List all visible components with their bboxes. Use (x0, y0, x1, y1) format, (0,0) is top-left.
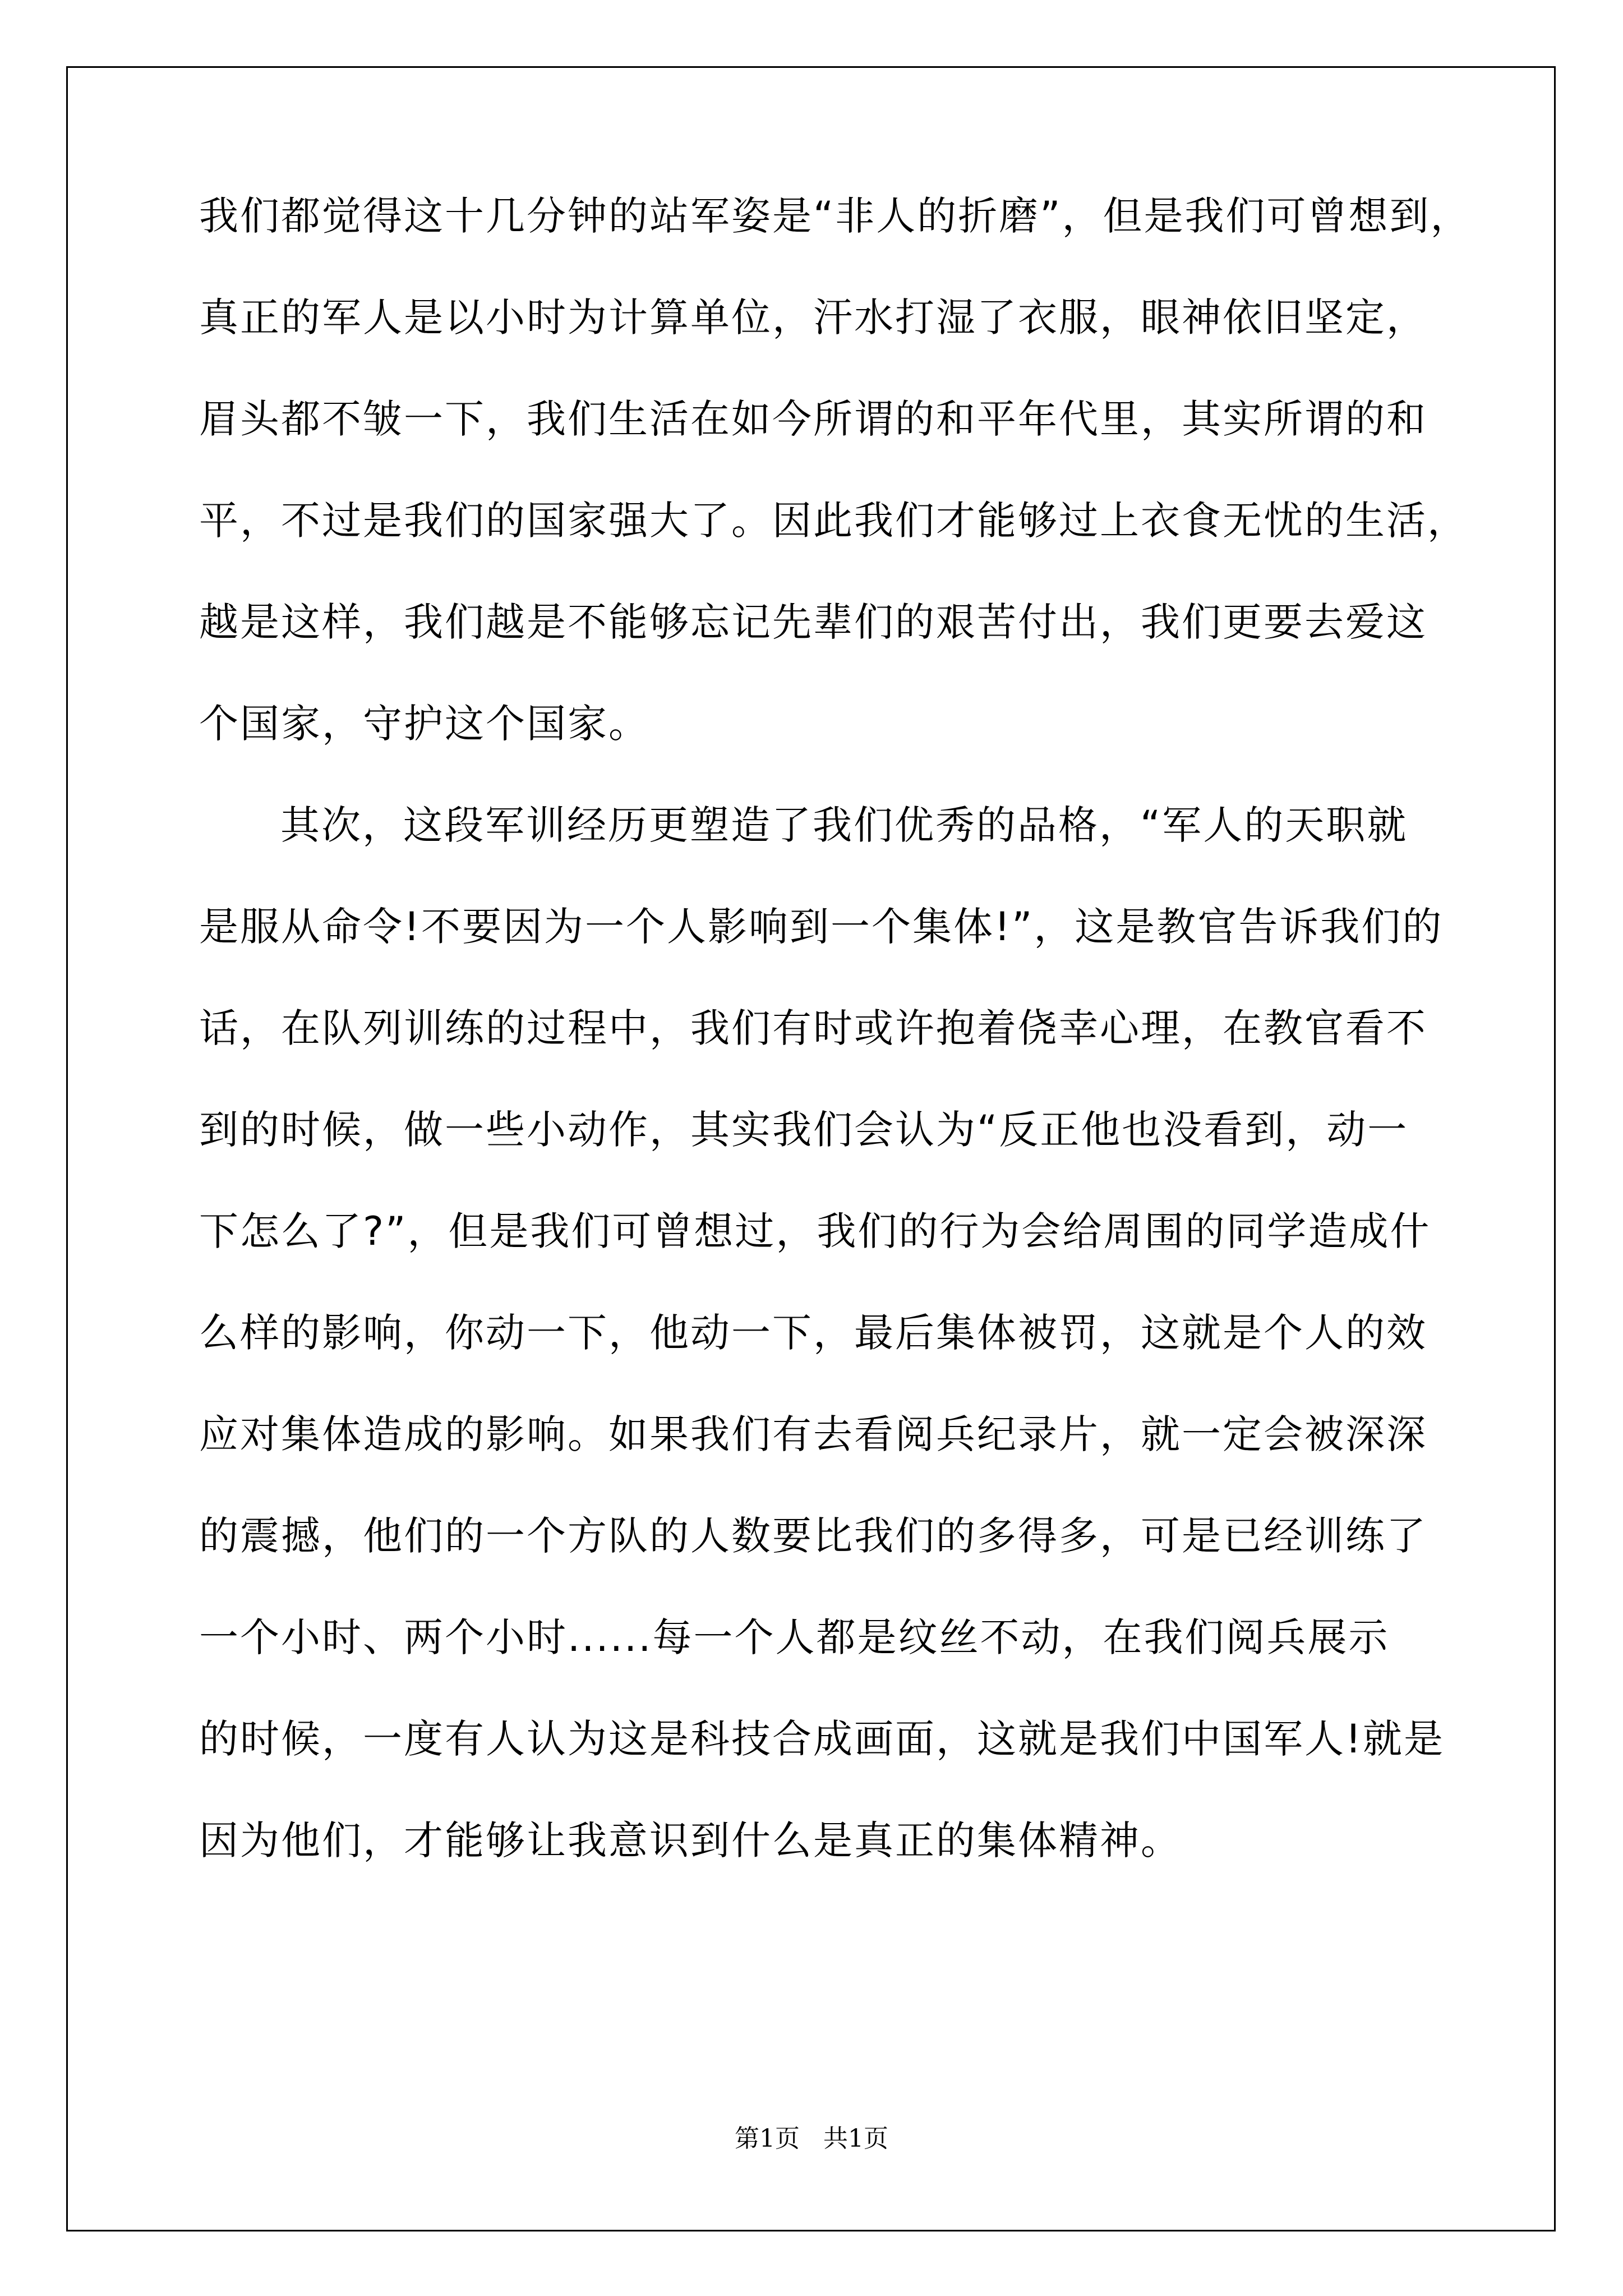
text-line: 因为他们，才能够让我意识到什么是真正的集体精神。 (199, 1818, 1182, 1864)
text-line: 一个小时、两个小时......每一个人都是纹丝不动，在我们阅兵展示 (199, 1614, 1390, 1660)
text-line: 应对集体造成的影响。如果我们有去看阅兵纪录片，就一定会被深深 (199, 1411, 1427, 1457)
text-line: 是服从命令!不要因为一个人影响到一个集体!”，这是教官告诉我们的 (199, 904, 1444, 950)
text-line: 么样的影响，你动一下，他动一下，最后集体被罚，这就是个人的效 (199, 1310, 1427, 1356)
text-line: 下怎么了?”，但是我们可曾想过，我们的行为会给周围的同学造成什 (199, 1208, 1431, 1254)
text-line: 平，不过是我们的国家强大了。因此我们才能够过上衣食无忧的生活， (199, 498, 1468, 544)
text-line: 眉头都不皱一下，我们生活在如今所谓的和平年代里，其实所谓的和 (199, 396, 1427, 442)
text-line: 个国家，守护这个国家。 (199, 701, 649, 747)
text-line: 话，在队列训练的过程中，我们有时或许抱着侥幸心理，在教官看不 (199, 1005, 1427, 1051)
text-line: 其次，这段军训经历更塑造了我们优秀的品格，“军人的天职就 (280, 802, 1408, 848)
text-line: 的震撼，他们的一个方队的人数要比我们的多得多，可是已经训练了 (199, 1513, 1427, 1559)
page-footer: 第1页 共1页 (735, 2124, 888, 2153)
text-line: 的时候，一度有人认为这是科技合成画面，这就是我们中国军人!就是 (199, 1716, 1445, 1762)
text-line: 真正的军人是以小时为计算单位，汗水打湿了衣服，眼神依旧坚定， (199, 295, 1427, 341)
text-line: 我们都觉得这十几分钟的站军姿是“非人的折磨”，但是我们可曾想到， (199, 193, 1472, 239)
text-line: 越是这样，我们越是不能够忘记先辈们的艰苦付出，我们更要去爱这 (199, 599, 1427, 645)
text-line: 到的时候，做一些小动作，其实我们会认为“反正他也没看到，动一 (199, 1107, 1409, 1153)
